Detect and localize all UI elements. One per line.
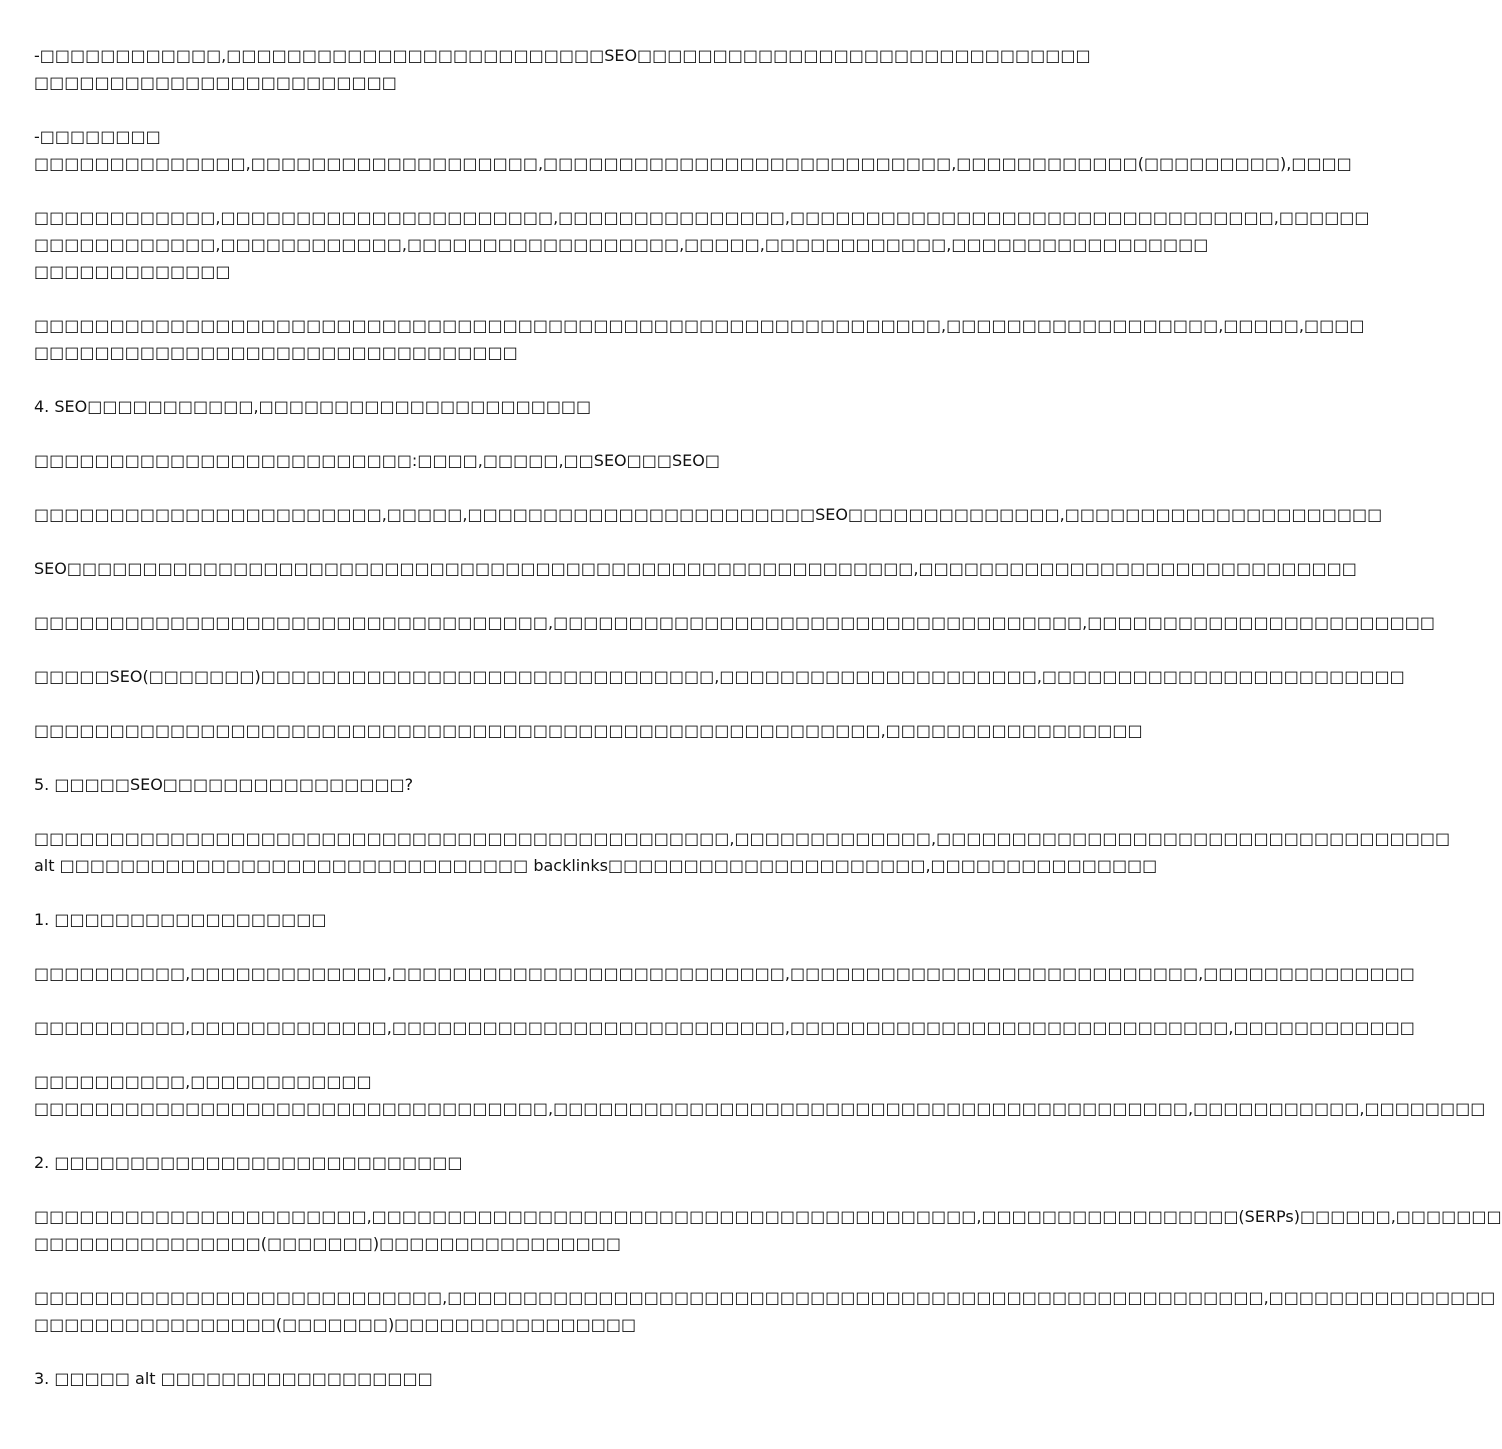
text-line: □□□□□□□□□□□□,□□□□□□□□□□□□,□□□□□□□□□□□□□□□□□□,□□□□□,□□□□□□□□□□□□,□□□□□□□□□□□□□□□□□ [34,235,1209,254]
text-line: □□□□□□□□□□,□□□□□□□□□□□□ [34,1072,372,1091]
text-line: □□□□□□□□□□□□□□□□□□□□□□,□□□□□□□□□□□□□□□□□□□□□□□□□□□□□□□□□□□□□□□□,□□□□□□□□□□□□□□□□□(SERPs)□□□□□□,□□□□□□□ [34,1207,1502,1226]
text-line: □□□□□□□□□□□□□□□□□□□□□□□□□□□,□□□□□□□□□□□□□□□□□□□□□□□□□□□□□□□□□□□□□□□□□□□□□□□□□□□□□□,□□□□□□□□□□□□□□□ [34,1288,1496,1307]
text-line: □□□□□□□□□□□□□□□□□□□□□□□□□□□□□□□□□□□□□□□□□□□□□□,□□□□□□□□□□□□□,□□□□□□□□□□□□□□□□□□□□□□□□□□□□□□□□□□ [34,829,1451,848]
paragraph [34,393,990,420]
text-line: □□□□□□□□□□□□□□□□□□□□□□□□□□□□□□□□□□,□□□□□□□□□□□□□□□□□□□□□□□□□□□□□□□□□□□,□□□□□□□□□□□□□□□□□□□□□□□ [34,613,1435,632]
text-line: □□□□□□□□□□□□□□□□□□□□□□□,□□□□□,□□□□□□□□□□□□□□□□□□□□□□□SEO□□□□□□□□□□□□□□,□□□□□□□□□□□□□□□□□□□□□ [34,505,1383,524]
paragraph [34,312,1365,366]
text-line: 2. □□□□□□□□□□□□□□□□□□□□□□□□□□□ [34,1153,463,1172]
paragraph [34,447,990,474]
paragraph [34,123,1352,177]
paragraph [34,771,990,798]
text-line: □□□□□□□□□□□□□□□□(□□□□□□□)□□□□□□□□□□□□□□□□ [34,1315,637,1334]
paragraph [34,825,1451,879]
paragraph [34,609,1435,636]
paragraph [34,42,1091,96]
text-line: -□□□□□□□□ [34,127,161,146]
text-line: 5. □□□□□SEO□□□□□□□□□□□□□□□□? [34,775,414,794]
text-line: □□□□□□□□□□□□□□□□□□□□□□□□□□□□□□□□□□□□□□□□□□□□□□□□□□□□□□□□,□□□□□□□□□□□□□□□□□ [34,721,1143,740]
text-line: □□□□□□□□□□,□□□□□□□□□□□□□,□□□□□□□□□□□□□□□□□□□□□□□□□□,□□□□□□□□□□□□□□□□□□□□□□□□□□□□□,□□□□□□□□□□□□ [34,1018,1415,1037]
paragraph [34,1149,990,1176]
paragraph [34,1365,990,1392]
text-line: □□□□□□□□□□□□□□,□□□□□□□□□□□□□□□□□□□,□□□□□□□□□□□□□□□□□□□□□□□□□□□,□□□□□□□□□□□□(□□□□□□□□□),□□□□ [34,154,1352,173]
text-line: alt □□□□□□□□□□□□□□□□□□□□□□□□□□□□□□□ backlinks□□□□□□□□□□□□□□□□□□□□□,□□□□□□□□□□□□□□□ [34,856,1158,875]
paragraph [34,960,1415,987]
paragraph [34,1014,1415,1041]
text-line: □□□□□□□□□□□□□□□□□□□□□□□□□□□□□□□□ [34,343,518,362]
text-line: □□□□□□□□□□□□□ [34,262,231,281]
text-line: 3. □□□□□ alt □□□□□□□□□□□□□□□□□□ [34,1369,433,1388]
text-line: □□□□□□□□□□□□□□□□□□□□□□□□ [34,73,397,92]
text-line: □□□□□□□□□□□□□□□□□□□□□□□□□□□□□□□□□□□□□□□□□□□□□□□□□□□□□□□□□□□□,□□□□□□□□□□□□□□□□□□,□□□□□,□□□□ [34,316,1365,335]
text-line: SEO□□□□□□□□□□□□□□□□□□□□□□□□□□□□□□□□□□□□□□□□□□□□□□□□□□□□□□□□,□□□□□□□□□□□□□□□□□□□□□□□□□□□□□ [34,559,1357,578]
document-body [34,42,1502,1419]
paragraph [34,906,990,933]
paragraph [34,1068,1486,1122]
paragraph [34,1284,1496,1338]
text-line: 4. SEO□□□□□□□□□□□,□□□□□□□□□□□□□□□□□□□□□□ [34,397,592,416]
paragraph [34,663,1405,690]
text-line: □□□□□□□□□□□□□□□(□□□□□□□)□□□□□□□□□□□□□□□□ [34,1234,621,1253]
paragraph [34,717,1143,744]
text-line: -□□□□□□□□□□□□,□□□□□□□□□□□□□□□□□□□□□□□□□SEO□□□□□□□□□□□□□□□□□□□□□□□□□□□□□□ [34,46,1091,65]
text-line: □□□□□□□□□□□□□□□□□□□□□□□□□□□□□□□□□□,□□□□□□□□□□□□□□□□□□□□□□□□□□□□□□□□□□□□□□□□□□,□□□□□□□□□□□,□□□□□□□□ [34,1099,1486,1118]
text-line: 1. □□□□□□□□□□□□□□□□□□ [34,910,327,929]
paragraph [34,204,1370,285]
paragraph [34,555,1357,582]
text-line: □□□□□□□□□□,□□□□□□□□□□□□□,□□□□□□□□□□□□□□□□□□□□□□□□□□,□□□□□□□□□□□□□□□□□□□□□□□□□□□,□□□□□□□□□□□□□□ [34,964,1415,983]
text-line: □□□□□□□□□□□□□□□□□□□□□□□□□:□□□□,□□□□□,□□SEO□□□SEO□ [34,451,720,470]
paragraph [34,501,1383,528]
paragraph [34,1203,1502,1257]
text-line: □□□□□SEO(□□□□□□□)□□□□□□□□□□□□□□□□□□□□□□□□□□□□□□,□□□□□□□□□□□□□□□□□□□□□,□□□□□□□□□□□□□□□□□□□□□□□□ [34,667,1405,686]
text-line: □□□□□□□□□□□□,□□□□□□□□□□□□□□□□□□□□□□,□□□□□□□□□□□□□□□,□□□□□□□□□□□□□□□□□□□□□□□□□□□□□□□□,□□□□□□ [34,208,1370,227]
